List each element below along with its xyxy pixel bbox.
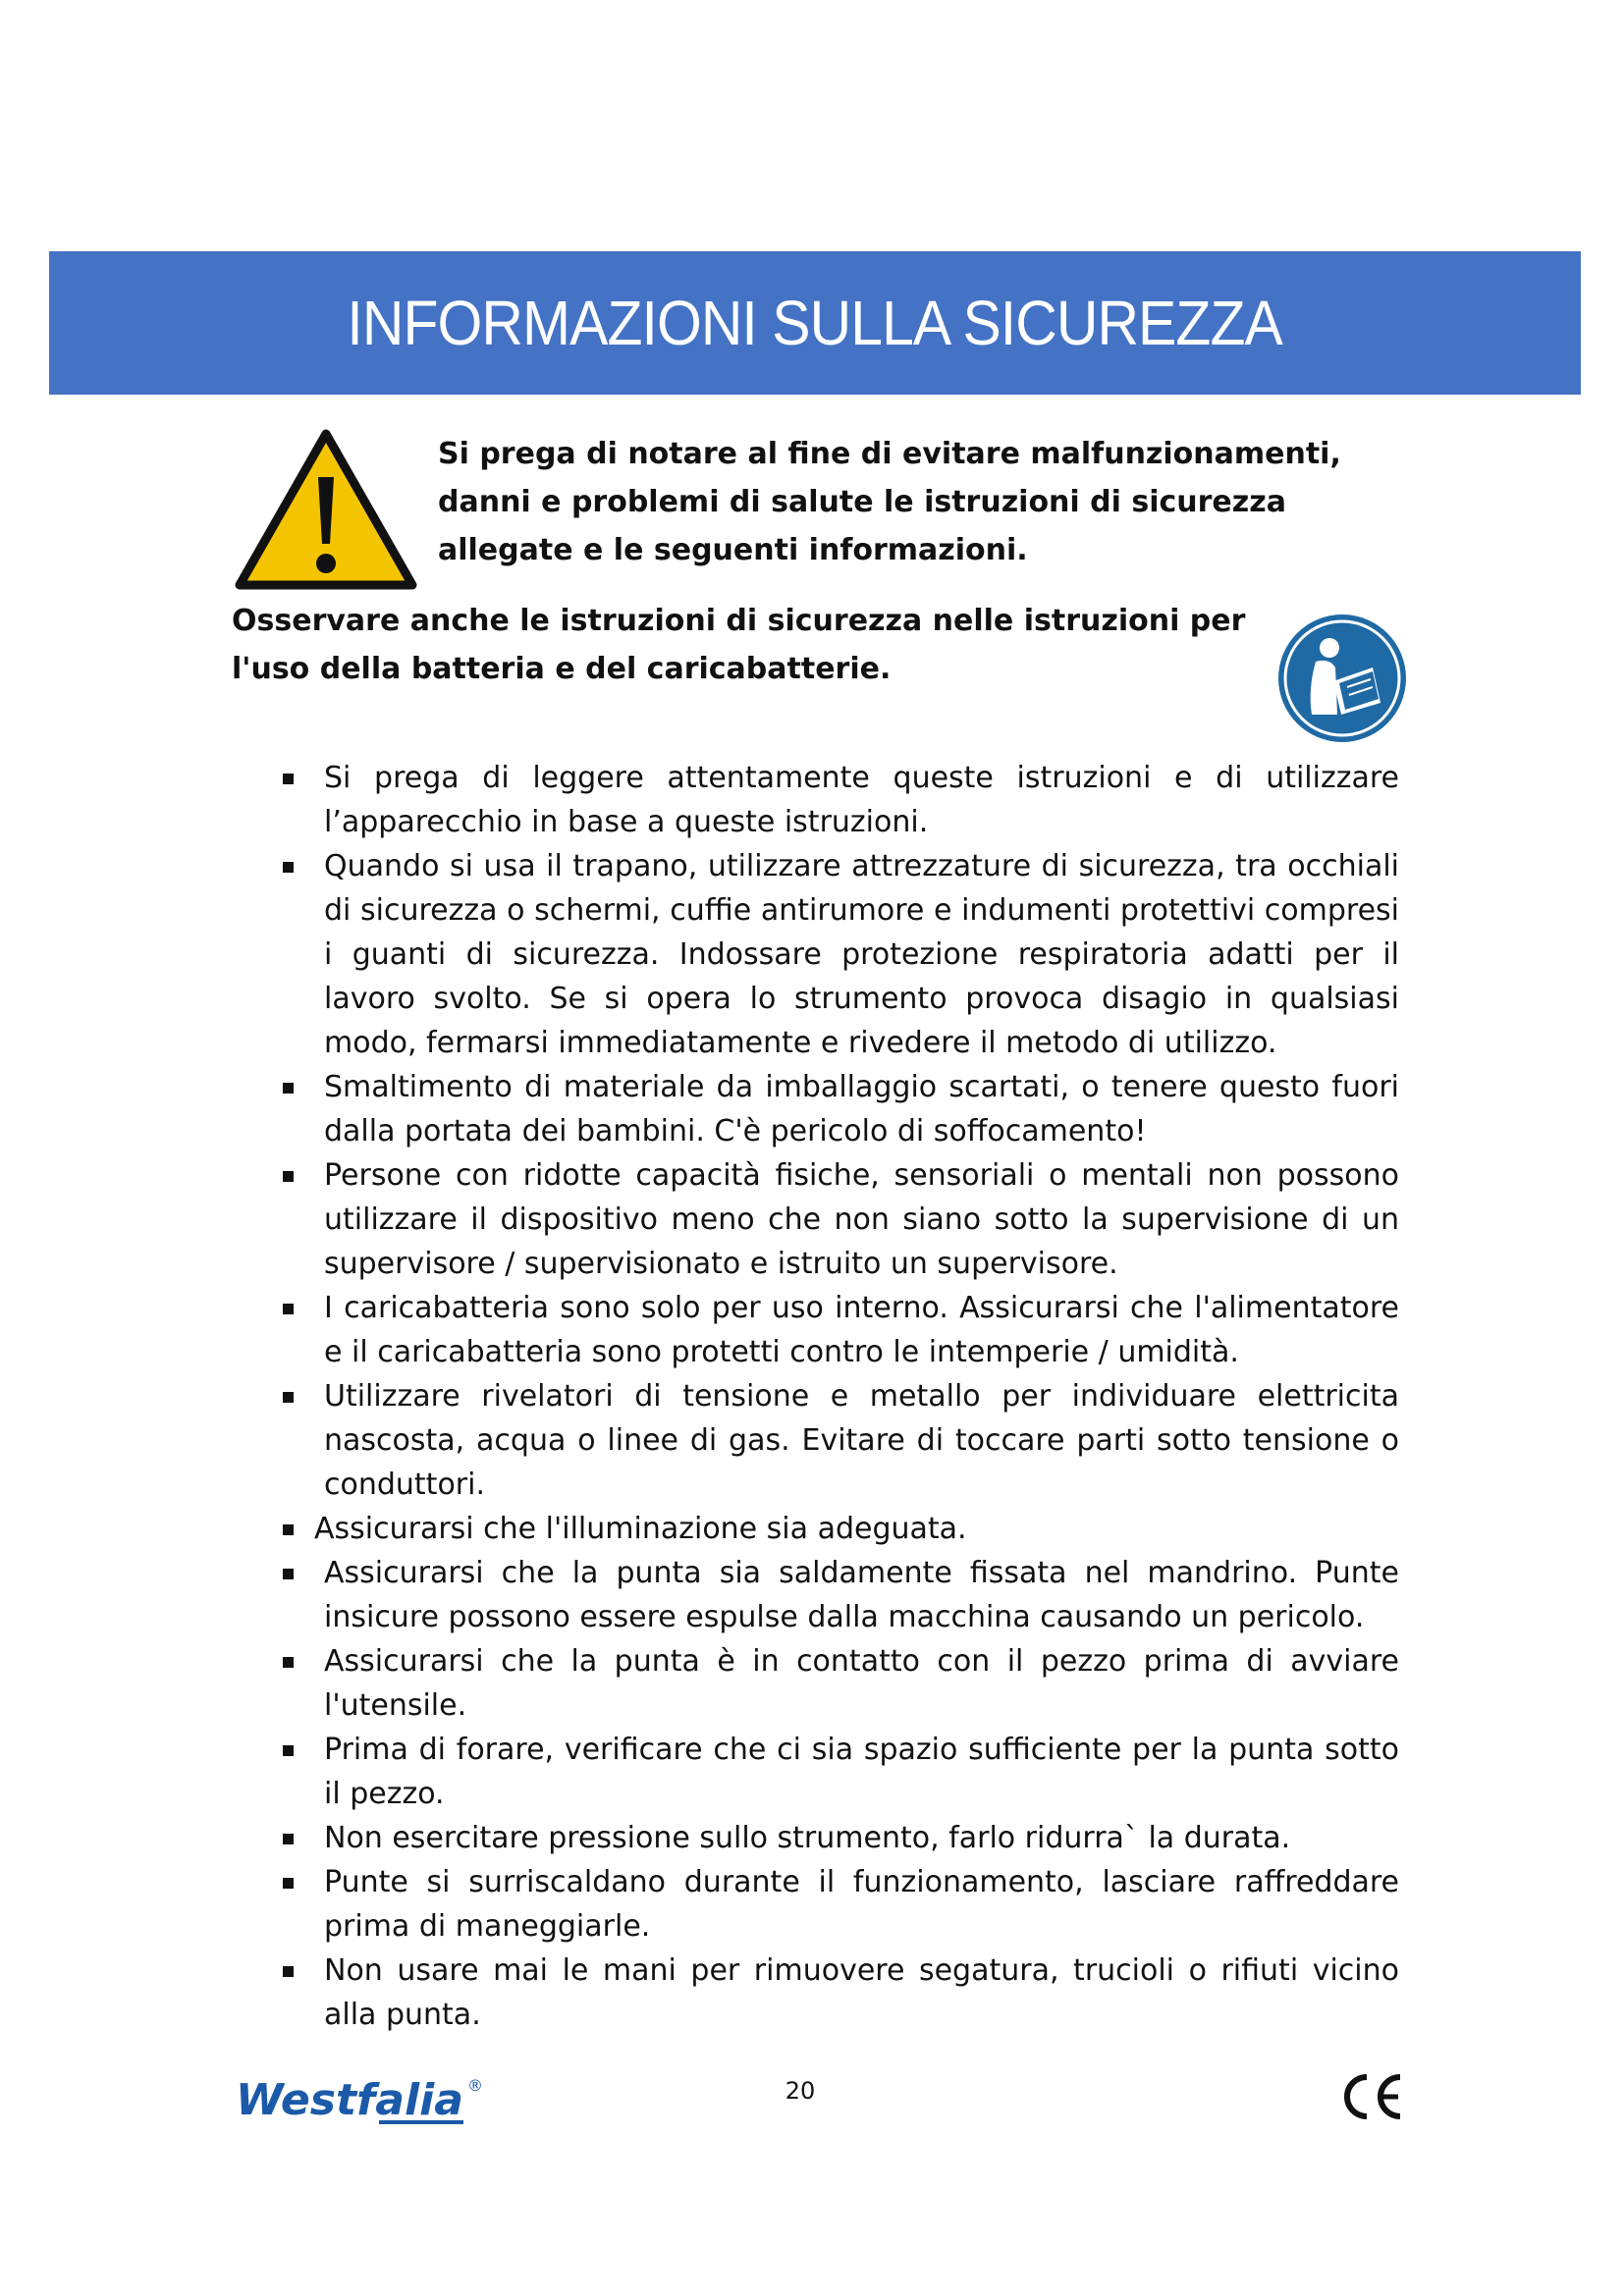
list-item: Punte si surriscaldano durante il funzionamento, lasciare raffreddare prima di maneggiarle. — [324, 1860, 1399, 1949]
list-item: Non esercitare pressione sullo strumento, farlo ridurra` la durata. — [324, 1816, 1399, 1860]
observe-instructions-text: Osservare anche le istruzioni di sicurezza nelle istruzioni per l'uso della batteria e del caricabatterie. — [232, 604, 1246, 686]
list-item: Quando si usa il trapano, utilizzare attrezzature di sicurezza, tra occhiali di sicurezza o schermi, cuffie antirumore e indumenti protettivi compresi i guanti di sicurezza. Indossare protezione respiratoria adatti per il lavoro svolto. Se si opera lo strumento provoca disagio in qualsiasi modo, fermarsi immediatamente e rivedere il metodo di utilizzo. — [324, 844, 1399, 1065]
svg-text:®: ® — [467, 2076, 483, 2095]
page-title: INFORMAZIONI SULLA SICUREZZA — [347, 288, 1283, 358]
read-manual-icon — [1276, 613, 1408, 744]
list-item: Assicurarsi che la punta sia saldamente fissata nel mandrino. Punte insicure possono essere espulse dalla macchina causando un pericolo. — [324, 1551, 1399, 1639]
list-item: Smaltimento di materiale da imballaggio scartati, o tenere questo fuori dalla portata dei bambini. C'è pericolo di soffocamento! — [324, 1065, 1399, 1153]
title-banner — [49, 251, 1581, 395]
page-number: 20 — [785, 2077, 816, 2105]
list-item: Si prega di leggere attentamente queste istruzioni e di utilizzare l’apparecchio in base a queste istruzioni. — [324, 756, 1399, 844]
list-item: Non usare mai le mani per rimuovere segatura, trucioli o rifiuti vicino alla punta. — [324, 1949, 1399, 2037]
list-item: Assicurarsi che la punta è in contatto con il pezzo prima di avviare l'utensile. — [324, 1639, 1399, 1728]
ce-mark-icon — [1339, 2071, 1408, 2122]
westfalia-logo — [232, 2071, 495, 2126]
warning-triangle-icon — [234, 428, 418, 591]
list-item: Persone con ridotte capacità fisiche, sensoriali o mentali non possono utilizzare il dispositivo meno che non siano sotto la supervisione di un supervisore / supervisionato e istruito un supervisore. — [324, 1153, 1399, 1286]
list-item: I caricabatteria sono solo per uso interno. Assicurarsi che l'alimentatore e il caricabatteria sono protetti contro le intemperie / umidità. — [324, 1286, 1399, 1374]
list-item: Assicurarsi che l'illuminazione sia adeguata. — [314, 1507, 1399, 1551]
svg-text:Westfalia: Westfalia — [236, 2075, 463, 2125]
safety-rules-list — [314, 756, 1399, 2037]
list-item: Utilizzare rivelatori di tensione e metallo per individuare elettricita nascosta, acqua o linee di gas. Evitare di toccare parti sotto tensione o conduttori. — [324, 1374, 1399, 1507]
list-item: Prima di forare, verificare che ci sia spazio sufficiente per la punta sotto il pezzo. — [324, 1728, 1399, 1816]
warning-intro-text: Si prega di notare al fine di evitare malfunzionamenti, danni e problemi di salute le istruzioni di sicurezza allegate e le seguenti informazioni. — [438, 437, 1341, 567]
